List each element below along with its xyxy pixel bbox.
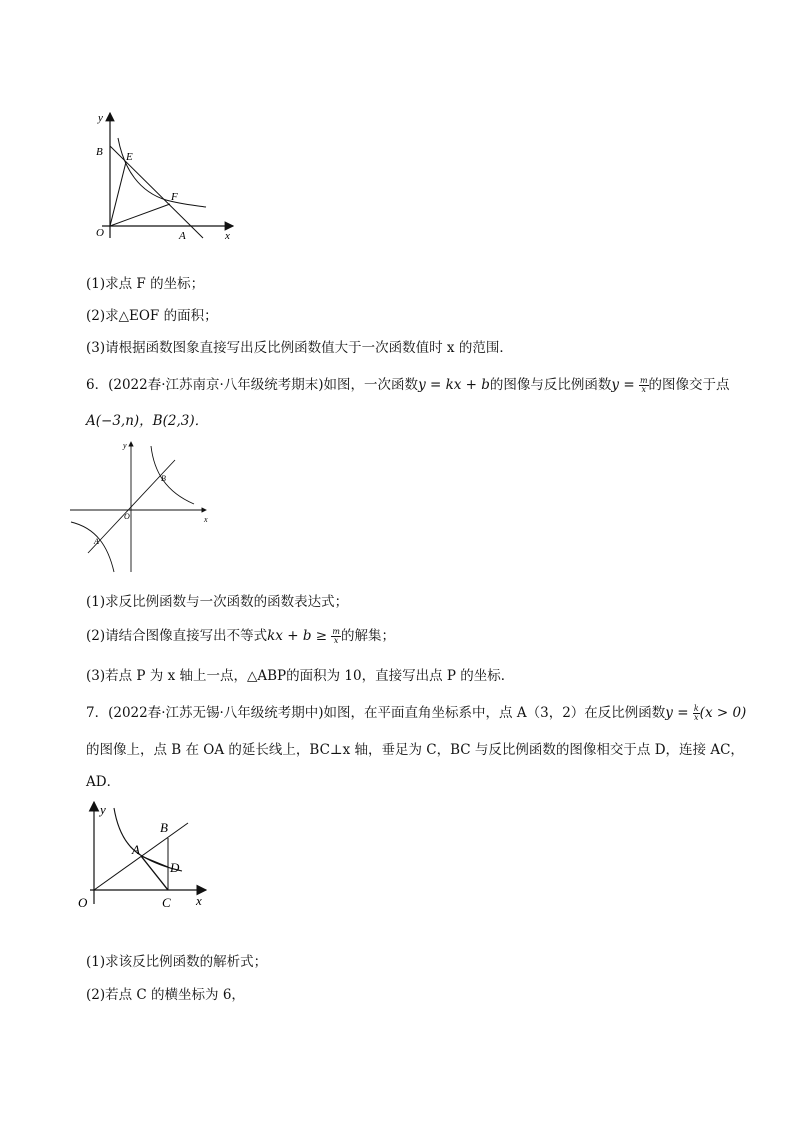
label-O: O [96, 227, 104, 239]
p6-frac-num: m [639, 376, 648, 385]
p6-intro [86, 373, 730, 394]
p7-intro-a: 7．(2022春·江苏无锡·八年级统考期中)如图，在平面直角坐标系中，点 A（3，2）在反比例函数 [86, 705, 666, 721]
label-x: x [204, 515, 208, 524]
p6-frac-den: x [641, 385, 646, 394]
p6-expr-linear: y = kx + b [418, 377, 490, 393]
p7-intro [86, 701, 746, 722]
p5-question-3: (3)请根据函数图象直接写出反比例函数值大于一次函数值时 x 的范围． [86, 340, 513, 356]
p6-question-3: (3)若点 P 为 x 轴上一点，△ABP的面积为 10，直接写出点 P 的坐标． [86, 668, 515, 684]
label-A: A [132, 842, 140, 857]
p7-line-3: AD． [86, 774, 121, 790]
p5-question-2: (2)求△EOF 的面积； [86, 308, 218, 324]
p6-q2-a: (2)请结合图像直接写出不等式 [86, 628, 268, 644]
p6-q2-b: 的解集； [340, 628, 395, 644]
p6-points: A(−3,n)，B(2,3)． [86, 413, 209, 429]
label-B: B [96, 146, 103, 158]
label-E: E [126, 151, 133, 163]
p6-q2-frac-num: m [332, 627, 340, 636]
segment-OF [110, 204, 170, 226]
p7-line-2: 的图像上，点 B 在 OA 的延长线上，BC⊥x 轴，垂足为 C，BC 与反比例函数的图像相交于点 D，连接 AC， [86, 742, 744, 758]
figure-1-graph [88, 108, 238, 243]
p5-question-1: (1)求点 F 的坐标； [86, 276, 205, 292]
label-y: y [98, 112, 103, 124]
hyperbola-branch-1 [151, 446, 194, 504]
label-A: A [179, 230, 186, 242]
p6-fraction [639, 377, 649, 394]
label-x: x [196, 893, 202, 908]
p6-intro-b: 的图像与反比例函数 [489, 377, 612, 393]
p7-expr-left: y = [665, 705, 693, 721]
p7-frac-den: x [693, 713, 699, 722]
p6-intro-a: 6．(2022春·江苏南京·八年级统考期末)如图，一次函数 [86, 377, 419, 393]
label-y: y [123, 441, 127, 450]
label-B: B [161, 474, 166, 483]
label-O: O [78, 895, 88, 910]
p7-fraction [693, 705, 700, 722]
label-y: y [100, 802, 106, 817]
figure-3-graph [76, 798, 216, 913]
hyperbola-curve [118, 138, 206, 207]
p6-q2-frac-den: x [333, 636, 339, 645]
p7-expr-right: (x > 0) [699, 705, 747, 721]
p6-q2-expr: kx + b ≥ [267, 628, 332, 644]
label-C: C [162, 895, 171, 910]
label-B: B [160, 820, 168, 835]
p6-question-1: (1)求反比例函数与一次函数的函数表达式； [86, 594, 349, 610]
p7-question-2: (2)若点 C 的横坐标为 6， [86, 987, 245, 1003]
p6-question-2 [86, 624, 395, 645]
p6-intro-c: 的图像交于点 [648, 377, 730, 393]
hyperbola-branch-2 [71, 522, 114, 572]
p7-question-1: (1)求该反比例函数的解析式； [86, 954, 268, 970]
figure-2-graph [68, 438, 213, 576]
p6-q2-fraction [331, 628, 341, 645]
segment-OE [110, 162, 126, 226]
label-O: O [124, 512, 130, 521]
label-D: D [170, 860, 180, 875]
p6-expr-inverse: y = [611, 377, 639, 393]
p7-frac-num: k [693, 704, 699, 713]
label-F: F [171, 191, 178, 203]
label-A: A [94, 537, 99, 546]
label-x: x [225, 230, 230, 242]
